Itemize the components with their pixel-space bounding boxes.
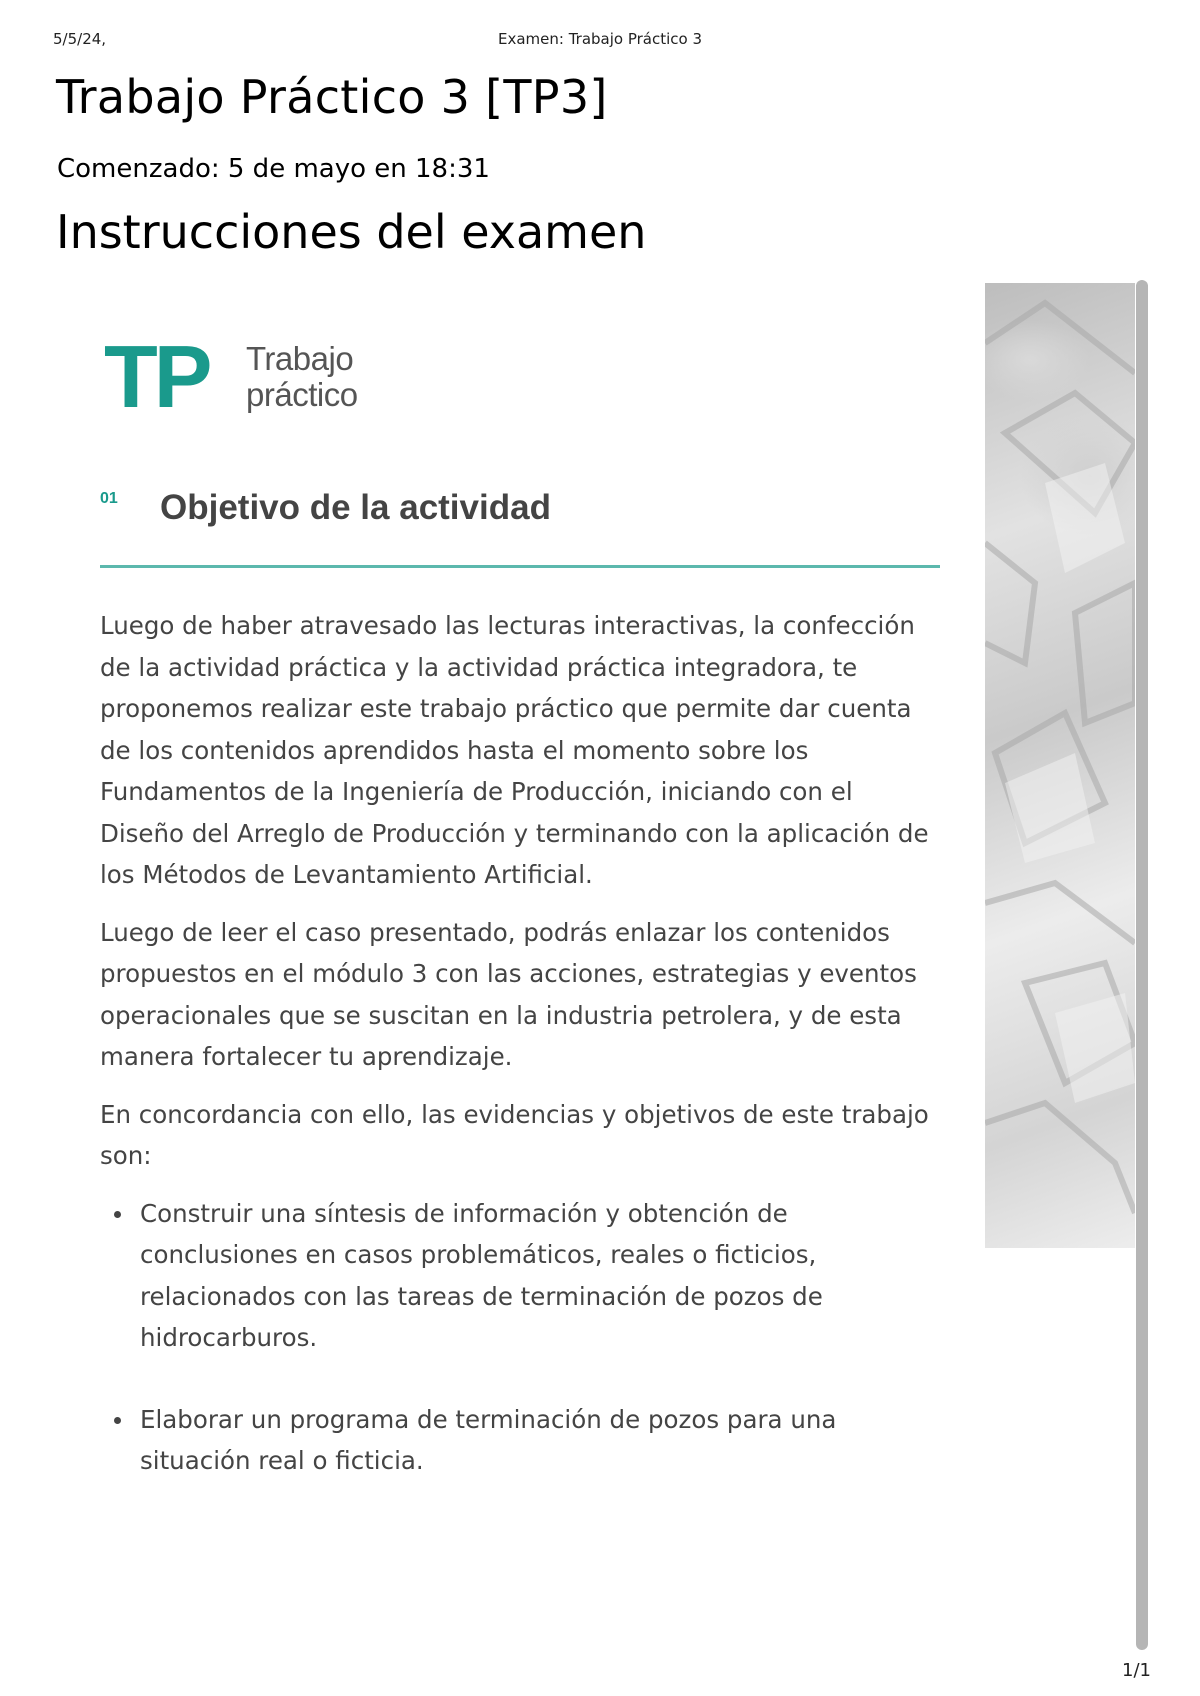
- tp-logo-mark: TP: [104, 327, 209, 426]
- list-item: Construir una síntesis de información y obtención de conclusiones en casos problemáticos, reales o ficticios, relacionados con las tareas de terminación de pozos de hidrocarburos.: [140, 1193, 940, 1359]
- tp-logo-line1: Trabajo: [246, 340, 354, 377]
- print-title: Examen: Trabajo Práctico 3: [497, 30, 703, 48]
- instructions-heading: Instrucciones del examen: [56, 205, 647, 259]
- page-number: 1/1: [1122, 1660, 1151, 1681]
- scrollbar[interactable]: [1136, 280, 1148, 1650]
- objective-body: [100, 605, 940, 1482]
- objective-number: 01: [100, 490, 118, 507]
- objective-paragraph: En concordancia con ello, las evidencias y objetivos de este trabajo son:: [100, 1099, 929, 1170]
- quiz-started-timestamp: Comenzado: 5 de mayo en 18:31: [57, 154, 490, 184]
- print-header: [0, 30, 1200, 52]
- tp-logo-text: [246, 341, 358, 413]
- print-date: 5/5/24,: [53, 30, 107, 48]
- objective-paragraph: Luego de leer el caso presentado, podrás enlazar los contenidos propuestos en el módulo 3 con las acciones, estrategias y eventos operacionales que se suscitan en la industria petrolera, y de esta manera fortalecer tu aprendizaje.: [100, 917, 917, 1071]
- objective-heading: Objetivo de la actividad: [160, 488, 551, 527]
- list-item: Elaborar un programa de terminación de pozos para una situación real o ficticia.: [140, 1399, 940, 1482]
- objective-divider: [100, 565, 940, 568]
- tp-logo-line2: práctico: [246, 376, 358, 413]
- objective-paragraph: Luego de haber atravesado las lecturas interactivas, la confección de la actividad práctica y la actividad práctica integradora, te proponemos realizar este trabajo práctico que permite dar cuenta de los contenidos aprendidos hasta el momento sobre los Fundamentos de la Ingeniería de Producción, iniciando con el Diseño del Arreglo de Producción y terminando con la aplicación de los Métodos de Levantamiento Artificial.: [100, 611, 929, 889]
- quiz-title: Trabajo Práctico 3 [TP3]: [56, 70, 608, 124]
- abstract-structure-graphic: [985, 283, 1135, 1248]
- objectives-list: [100, 1193, 940, 1482]
- decorative-side-image: [985, 283, 1135, 1248]
